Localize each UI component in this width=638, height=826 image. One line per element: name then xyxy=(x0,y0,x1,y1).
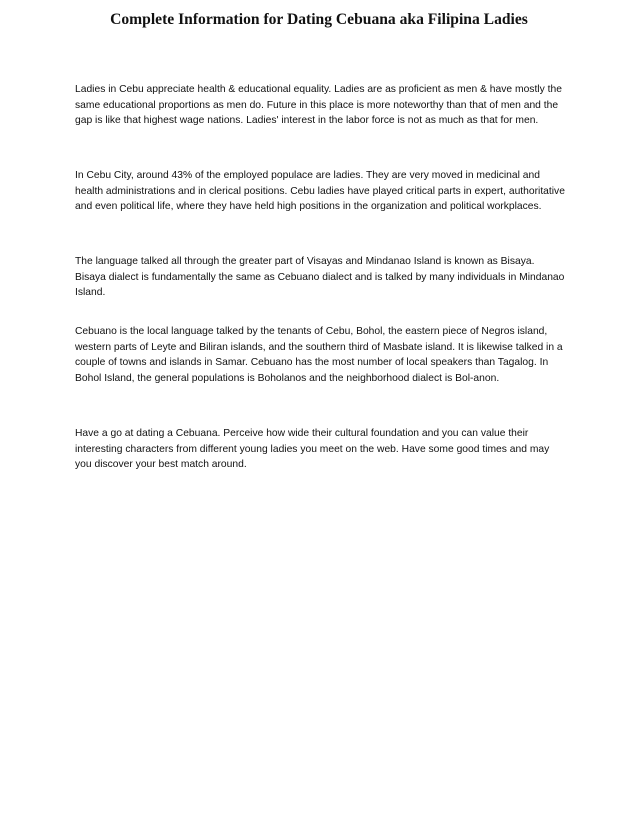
paragraph-cebu-city-employment: In Cebu City, around 43% of the employed populace are ladies. They are very moved in medicinal and health administrations and in clerical positions. Cebu ladies have played critical parts in expert, authoritative and even political life, where they have held high positions in the organization and political workplaces. xyxy=(75,170,565,213)
paragraph-health-education: Ladies in Cebu appreciate health & educational equality. Ladies are as proficient as men & have mostly the same educational proportions as men do. Future in this place is more noteworthy than that of men and the gap is like that highest wage nations. Ladies' interest in the labor force is not as much as that for men. xyxy=(75,84,562,127)
paragraph-dating-cebuana: Have a go at dating a Cebuana. Perceive how wide their cultural foundation and you can value their interesting characters from different young ladies you meet on the web. Have some good times and may you discover your best match around. xyxy=(75,428,550,471)
page-title: Complete Information for Dating Cebuana aka Filipina Ladies xyxy=(110,11,528,28)
paragraph-bisaya-language: The language talked all through the greater part of Visayas and Mindanao Island is known as Bisaya. Bisaya dialect is fundamentally the same as Cebuano dialect and is talked by many individuals in Mindanao Island. xyxy=(75,256,565,299)
paragraph-cebuano-language: Cebuano is the local language talked by the tenants of Cebu, Bohol, the eastern piece of Negros island, western parts of Leyte and Biliran islands, and the southern third of Masbate island. It is likewise talked in a couple of towns and islands in Samar. Cebuano has the most number of local speakers than Tagalog. In Bohol Island, the general populations is Boholanos and the neighborhood dialect is Bol-anon. xyxy=(75,326,563,385)
